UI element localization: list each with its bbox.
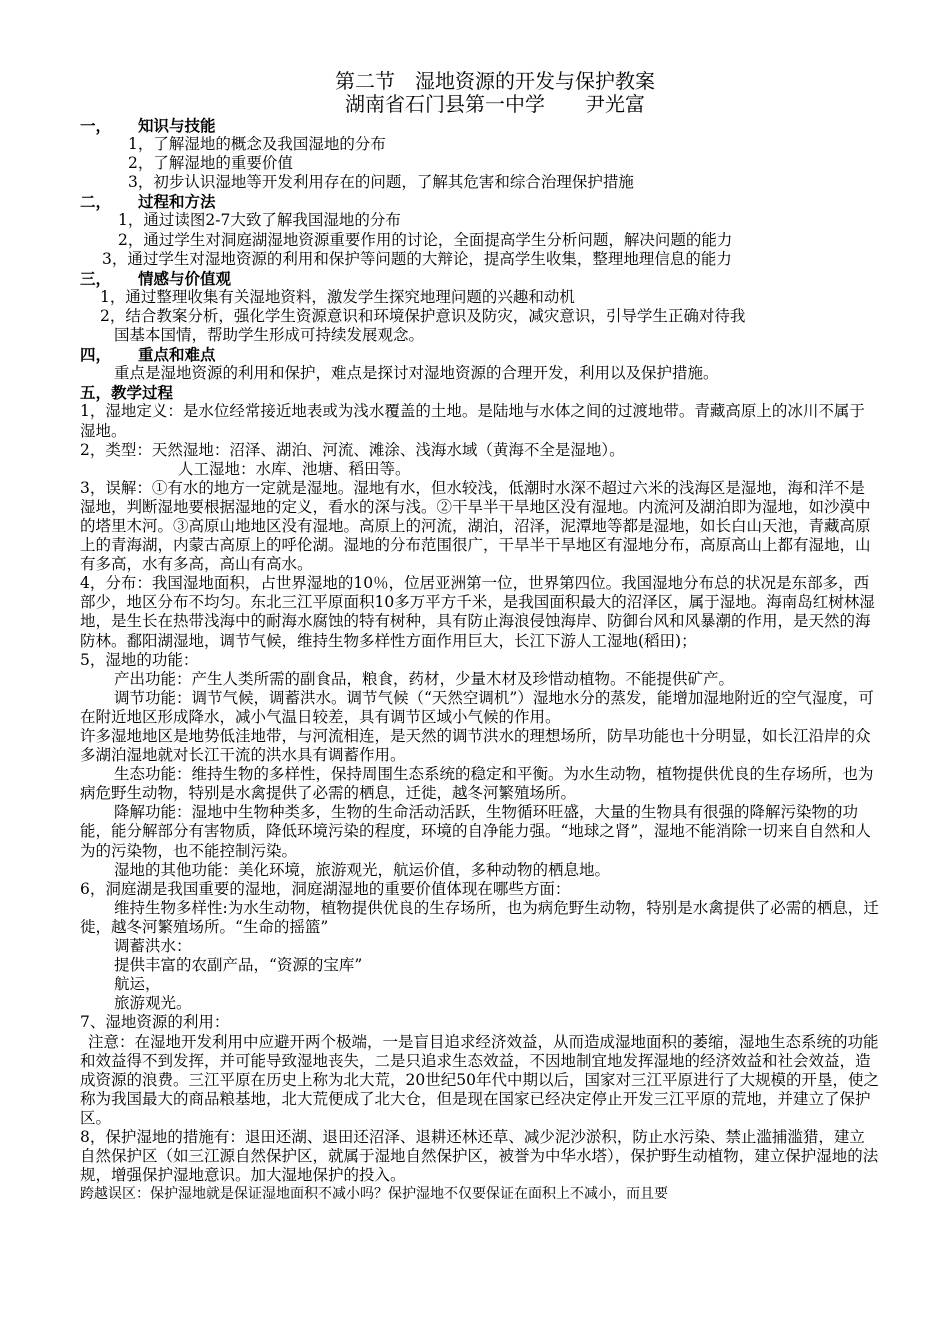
section-4-heading: 四， 重点和难点 — [80, 345, 216, 365]
para-6e: 旅游观光。 — [114, 994, 192, 1013]
s2-item-3: 3，通过学生对湿地资源的利用和保护等问题的大辩论，提高学生收集，整理地理信息的能力 — [102, 249, 732, 268]
para-3-misconceptions: 3，误解：①有水的地方一定就是湿地。湿地有水，但水较浅，低潮时水深不超过六米的浅海区是湿地，海和洋不是湿地，判断湿地要根据湿地的定义，看水的深与浅。②干旱半干旱地区没有湿地。内流河及湖泊即为湿地，如沙漠中的塔里木河。③高原山地地区没有湿地。高原上的河流，湖泊，沼泽，泥潭地等都是湿地，如长白山天池，青藏高原上的青海湖，内蒙古高原上的呼伦湖。湿地的分布范围很广，干旱半干旱地区有湿地分布，高原高山上都有湿地，山有多高，水有多高，高山有高水。 — [80, 478, 871, 574]
para-6d: 航运， — [114, 975, 161, 994]
para-5d: 生态功能：维持生物的多样性，保持周围生态系统的稳定和平衡。为水生动物，植物提供优良的生存场所，也为病危野生动物，特别是水禽提供了必需的栖息，迁徙，越冬河繁殖场所。 — [80, 765, 874, 803]
para-6c: 提供丰富的农副产品，“资源的宝库” — [114, 956, 363, 975]
para-8-measures: 8，保护湿地的措施有：退田还湖、退田还沼泽、退耕还林还草、减少泥沙淤积，防止水污染、禁止滥捕滥猎，建立自然保护区（如三江源自然保护区，就属于湿地自然保护区，被誉为中华水塔），保护野生动植物，建立保护湿地的法规，增强保护湿地意识。加大湿地保护的投入。 — [80, 1127, 879, 1185]
para-5e: 降解功能：湿地中生物种类多，生物的生命活动活跃，生物循环旺盛，大量的生物具有很强的降解污染物的功能，能分解部分有害物质，降低环境污染的程度，环境的自净能力强。“地球之肾”，湿地不能消除一切来自自然和人为的污染物，也不能控制污染。 — [80, 803, 871, 860]
para-2-artificial: 人工湿地：水库、池塘、稻田等。 — [178, 459, 411, 478]
s1-item-3: 3，初步认识湿地等开发利用存在的问题，了解其危害和综合治理保护措施 — [128, 173, 634, 192]
para-7-utilization: 7、湿地资源的利用： — [80, 1013, 230, 1032]
title-line-2: 湖南省石门县第一中学 尹光富 — [345, 92, 645, 116]
para-6-dongting: 6，洞庭湖是我国重要的湿地，洞庭湖湿地的重要价值体现在哪些方面： — [80, 879, 571, 898]
section-5-heading: 五，教学过程 — [80, 383, 174, 403]
para-5f: 湿地的其他功能：美化环境，旅游观光，航运价值，多种动物的栖息地。 — [114, 860, 611, 879]
para-7a: 注意：在湿地开发利用中应避开两个极端，一是盲目追求经济效益，从而造成湿地面积的萎缩，湿地生态系统的功能和效益得不到发挥，并可能导致湿地丧失，二是只追求生态效益，不因地制宜地发挥湿地的经济效益和社会效益，造成资源的浪费。三江平原在历史上称为北大荒，20世纪50年代中期以后，国家对三江平原进行了大规模的开垦，使之称为我国最大的商品粮基地，北大荒便成了北大仓，但是现在国家已经决定停止开发三江平原的荒地，并建立了保护区。 — [80, 1032, 879, 1127]
para-5b: 调节功能：调节气候，调蓄洪水。调节气候（“天然空调机”）湿地水分的蒸发，能增加湿地附近的空气湿度，可在附近地区形成降水，减小气温日较差，具有调节区域小气候的作用。 — [80, 688, 874, 726]
para-9-misconception: 跨越误区：保护湿地就是保证湿地面积不减小吗？保护湿地不仅要保证在面积上不减小，而且要 — [80, 1186, 668, 1203]
s3-item-1: 1，通过整理收集有关湿地资料，激发学生探究地理问题的兴趣和动机 — [100, 287, 575, 306]
s1-item-2: 2，了解湿地的重要价值 — [128, 154, 293, 173]
para-2-types: 2，类型：天然湿地：沼泽、湖泊、河流、滩涂、浅海水域（黄海不全是湿地）。 — [80, 440, 625, 459]
section-1-heading: 一， 知识与技能 — [80, 116, 216, 135]
s3-item-2-cont: 国基本国情，帮助学生形成可持续发展观念。 — [114, 326, 425, 345]
para-5a: 产出功能：产生人类所需的副食品，粮食，药材，少量木材及珍惜动植物。不能提供矿产。 — [114, 669, 735, 688]
s3-item-2: 2，结合教案分析，强化学生资源意识和环境保护意识及防灾，减灾意识，引导学生正确对待我 — [100, 306, 746, 325]
para-1-definition: 1，湿地定义：是水位经常接近地表或为浅水覆盖的土地。是陆地与水体之间的过渡地带。青藏高原上的冰川不属于湿地。 — [80, 402, 865, 440]
s4-text: 重点是湿地资源的利用和保护，难点是探讨对湿地资源的合理开发，利用以及保护措施。 — [114, 364, 719, 383]
para-6a: 维持生物多样性:为水生动物，植物提供优良的生存场所，也为病危野生动物，特别是水禽提供了必需的栖息，迁徙，越冬河繁殖场所。“生命的摇篮” — [80, 898, 879, 936]
title-line-1: 第二节 湿地资源的开发与保护教案 — [335, 69, 655, 93]
para-4-distribution: 4，分布：我国湿地面积，占世界湿地的10％，位居亚洲第一位，世界第四位。我国湿地分布总的状况是东部多，西部少，地区分布不均匀。东北三江平原面积10多万平方千米，是我国面积最大的沼泽区，属于湿地。海南岛红树林湿地，是生长在热带浅海中的耐海水腐蚀的特有树种，具有防止海浪侵蚀海岸、防御台风和风暴潮的作用，是天然的海防林。鄱阳湖湿地，调节气候，维持生物多样性方面作用巨大，长江下游人工湿地(稻田)； — [80, 574, 875, 650]
para-5c: 许多湿地地区是地势低洼地带，与河流相连，是天然的调节洪水的理想场所，防旱功能也十分明显，如长江沿岸的众多湖泊湿地就对长江干流的洪水具有调蓄作用。 — [80, 727, 871, 765]
section-3-heading: 三， 情感与价值观 — [80, 268, 232, 288]
s2-item-2: 2，通过学生对洞庭湖湿地资源重要作用的讨论，全面提高学生分析问题，解决问题的能力 — [118, 230, 733, 249]
s1-item-1: 1，了解湿地的概念及我国湿地的分布 — [128, 135, 386, 154]
s2-item-1: 1，通过读图2-7大致了解我国湿地的分布 — [118, 211, 401, 230]
para-5-functions: 5，湿地的功能： — [80, 650, 199, 669]
section-2-heading: 二， 过程和方法 — [80, 192, 216, 212]
para-6b: 调蓄洪水： — [114, 937, 192, 956]
